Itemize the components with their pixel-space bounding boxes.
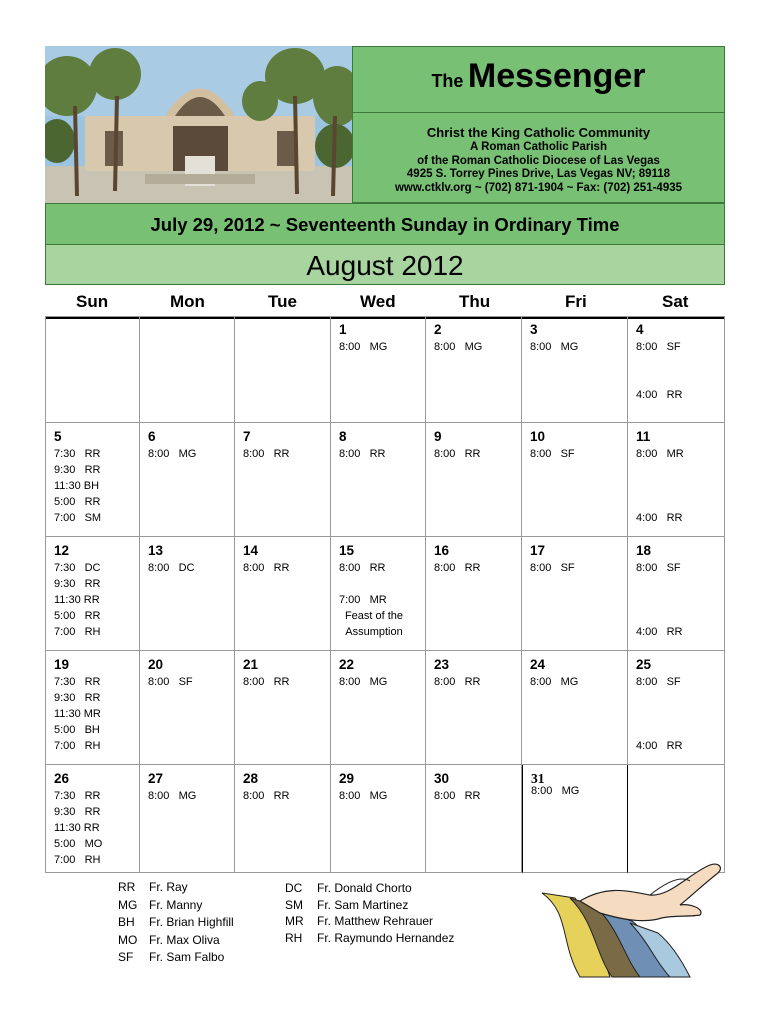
mass-time: 8:00 SF [148,676,193,688]
mass-time: 8:00 RR [434,790,481,802]
day-cell [426,423,522,537]
day-cell [331,537,426,651]
day-number: 28 [243,771,259,786]
parish-address: 4925 S. Torrey Pines Drive, Las Vegas NV; 89118 [406,168,671,180]
legend-code: BH [118,915,135,929]
day-cell [140,537,235,651]
mass-time: 8:00 MG [339,341,388,353]
day-cell [426,651,522,765]
mass-time: 8:00 SF [530,562,575,574]
mass-time: 8:00 MG [434,341,483,353]
empty-cell [140,316,235,423]
legend-code: RR [118,880,136,894]
day-number: 21 [243,657,259,672]
mass-time: 7:30 RR [54,448,101,460]
day-cell [331,423,426,537]
newsletter-title [352,46,725,113]
legend-name: Fr. Max Oliva [149,932,220,947]
day-cell [522,316,628,423]
day-cell [331,651,426,765]
title-main: Messenger [467,57,646,95]
legend-name: Fr. Matthew Rehrauer [317,914,434,928]
day-cell [522,651,628,765]
day-number: 14 [243,543,259,558]
mass-time: 4:00 RR [636,389,683,401]
day-number: 25 [636,657,652,672]
weekday-thu: Thu [459,292,491,311]
day-number: 22 [339,657,355,672]
parish-line: A Roman Catholic Parish [470,141,607,153]
mass-time: 8:00 MG [339,790,388,802]
mass-time: 11:30 RR [54,594,100,606]
church-photo [45,46,352,203]
legend-code: RH [285,930,303,945]
day-number: 3 [530,322,538,337]
day-number: 30 [434,771,450,786]
legend-code: DC [285,881,303,895]
mass-time: 8:00 RR [434,676,481,688]
mass-time: 5:00 BH [54,724,100,736]
day-cell [140,651,235,765]
weekday-tue: Tue [268,292,297,311]
day-cell [522,423,628,537]
mass-time: 7:00 RH [54,626,101,638]
mass-time: 11:30 MR [54,708,101,720]
mass-time: 11:30 BH [54,480,100,492]
day-cell [331,316,426,423]
mass-time: 7:30 DC [54,562,101,574]
mass-time: 8:00 RR [339,448,386,460]
mass-time: 5:00 MO [54,838,103,850]
day-number: 26 [54,771,70,786]
day-cell [426,765,522,873]
legend-name: Fr. Sam Martinez [317,897,409,912]
day-number: 8 [339,429,347,444]
mass-time: 4:00 RR [636,512,683,524]
legend-code: MG [118,897,138,912]
day-cell [522,537,628,651]
day-number: 27 [148,771,164,786]
mass-time: 8:00 SF [636,562,681,574]
day-cell [235,765,331,873]
day-cell [140,423,235,537]
weekday-wed: Wed [360,292,396,311]
day-cell [45,537,140,651]
parish-line: of the Roman Catholic Diocese of Las Vegas [417,154,660,167]
mass-time: 8:00 MG [339,676,388,688]
day-number: 9 [434,429,442,444]
mass-time: 8:00 SF [636,341,681,353]
weekday-header [45,288,725,319]
day-number: 12 [54,543,70,558]
mass-time: 5:00 RR [54,496,101,508]
empty-cell [45,316,140,423]
day-cell [235,651,331,765]
parish-contact: www.ctklv.org ~ (702) 871-1904 ~ Fax: (702) 251-4935 [394,181,683,194]
legend-name: Fr. Ray [149,880,188,894]
legend-name: Fr. Donald Chorto [317,881,412,895]
mass-time: 7:00 RH [54,854,101,866]
mass-time: 8:00 MG [148,790,197,802]
mass-time: 9:30 RR [54,692,101,704]
mass-time: 8:00 SF [530,448,575,460]
day-cell [426,316,522,423]
day-number: 2 [434,322,442,337]
legend-code: SF [118,950,134,964]
day-cell [331,765,426,873]
mass-time: 8:00 RR [243,676,290,688]
day-number: 10 [530,429,546,444]
day-cell [628,423,725,537]
feast-note: Assumption [345,626,403,638]
day-number: 18 [636,543,652,558]
day-cell [628,651,725,765]
day-cell [235,537,331,651]
mass-time: 9:30 RR [54,578,101,590]
day-number: 15 [339,543,355,558]
mass-time: 8:00 MR [636,448,684,460]
day-cell [426,537,522,651]
day-number: 16 [434,543,450,558]
mass-time: 8:00 RR [434,448,481,460]
weekday-sun: Sun [76,292,109,311]
day-cell [45,423,140,537]
hands-clipart [540,853,725,978]
weekday-mon: Mon [170,292,205,311]
day-number: 4 [636,322,644,337]
legend-name: Fr. Raymundo Hernandez [317,930,455,945]
day-number: 11 [636,429,651,444]
day-number: 31 [531,771,545,786]
mass-time: 9:30 RR [54,806,101,818]
mass-time: 5:00 RR [54,610,101,622]
day-number: 17 [530,543,546,558]
month-title: August 2012 [45,245,725,285]
day-number: 23 [434,657,450,672]
grid-top-border [45,316,725,317]
mass-time: 7:00 MR [339,594,387,606]
empty-cell [235,316,331,423]
mass-time: 8:00 RR [434,562,481,574]
parish-name: Christ the King Catholic Community [426,125,651,140]
day-number: 20 [148,657,164,672]
mass-time: 7:00 RH [54,740,101,752]
legend-code: MR [285,914,304,928]
mass-time: 8:00 RR [243,790,290,802]
mass-time: 7:00 SM [54,512,102,524]
mass-time: 8:00 MG [530,676,579,688]
calendar-grid [45,316,725,873]
legend-name: Fr. Brian Highfill [149,915,234,929]
day-number: 7 [243,429,251,444]
day-cell [45,651,140,765]
day-number: 1 [339,322,347,337]
weekday-fri: Fri [565,292,587,311]
title-prefix: The [431,71,464,91]
legend-code: SM [285,897,303,912]
day-number: 29 [339,771,355,786]
mass-time: 4:00 RR [636,626,683,638]
day-number: 19 [54,657,70,672]
mass-time: 11:30 RR [54,822,100,834]
weekday-sat: Sat [662,292,689,311]
day-number: 6 [148,429,156,444]
mass-time: 7:30 RR [54,676,101,688]
day-cell [235,423,331,537]
parish-info [352,113,725,203]
mass-time: 7:30 RR [54,790,101,802]
mass-time: 8:00 RR [243,448,290,460]
mass-time: 4:00 RR [636,740,683,752]
day-number: 24 [530,657,546,672]
day-number: 13 [148,543,164,558]
day-cell [628,537,725,651]
mass-time: 8:00 RR [339,562,386,574]
mass-time: 9:30 RR [54,464,101,476]
day-cell [45,765,140,873]
mass-time: 8:00 MG [148,448,197,460]
feast-note: Feast of the [344,610,404,622]
day-cell [628,316,725,423]
mass-time: 8:00 MG [530,341,579,353]
legend-name: Fr. Sam Falbo [149,950,225,964]
hands-illustration [540,853,725,978]
mass-time: 8:00 MG [531,785,580,797]
mass-time: 8:00 SF [636,676,681,688]
day-number: 5 [54,429,62,444]
legend-name: Fr. Manny [149,897,203,912]
legend-code: MO [118,932,138,947]
church-photo-illustration [45,46,352,203]
sunday-banner: July 29, 2012 ~ Seventeenth Sunday in Ordinary Time [45,203,725,245]
mass-time: 8:00 RR [243,562,290,574]
mass-time: 8:00 DC [148,562,195,574]
day-cell [140,765,235,873]
